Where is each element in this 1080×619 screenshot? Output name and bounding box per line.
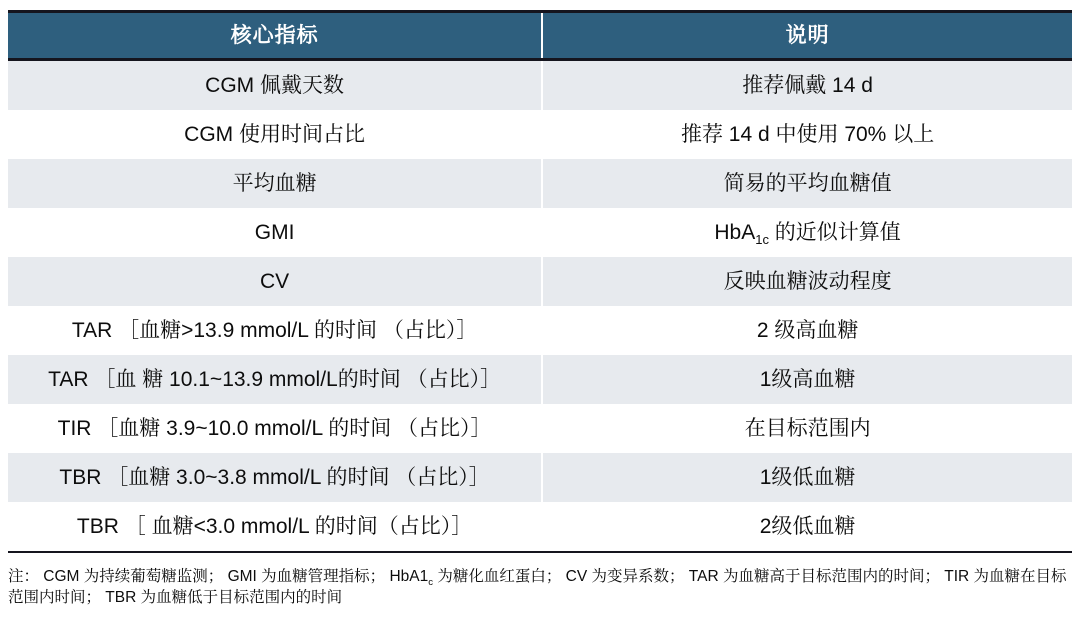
description-cell <box>543 208 1072 257</box>
header-description: 说明 <box>785 24 830 47</box>
footnote-text: 注： CGM 为持续葡萄糖监测； GMI 为血糖管理指标； HbA1 <box>8 568 429 585</box>
indicator-cell: TAR ［血糖>13.9 mmol/L 的时间 （占比）］ <box>8 306 543 355</box>
table-row <box>8 159 1072 208</box>
indicator-cell: CGM 佩戴天数 <box>8 61 543 110</box>
table-row <box>8 61 1072 110</box>
description-cell: 1级高血糖 <box>759 368 856 391</box>
indicator-cell: GMI <box>8 208 543 257</box>
indicator-cell: 平均血糖 <box>8 159 543 208</box>
table-row <box>8 404 1072 453</box>
subscript-text: 1c <box>755 232 769 248</box>
table-row <box>8 453 1072 502</box>
table-footnote <box>8 566 1072 608</box>
description-cell: 简易的平均血糖值 <box>723 172 892 195</box>
indicator-cell: CGM 使用时间占比 <box>8 110 543 159</box>
description-text: HbA <box>714 221 756 244</box>
table-row <box>8 208 1072 257</box>
cgm-metrics-table <box>8 10 1072 553</box>
indicator-cell: TBR ［ 血糖<3.0 mmol/L 的时间（占比）］ <box>8 502 543 551</box>
footnote-text: 为糖化血红蛋白； CV 为变异系数； TAR 为血糖高于目标范围内的时间； TIR 为血糖在目标范围内时间； TBR 为血糖低于目标范围内的时间 <box>8 568 1067 606</box>
description-cell: 反映血糖波动程度 <box>723 270 892 293</box>
table-body <box>8 61 1072 551</box>
table-row <box>8 355 1072 404</box>
table-header-row <box>8 13 1072 61</box>
description-cell: 2级低血糖 <box>759 515 856 538</box>
subscript-text: c <box>428 577 434 589</box>
indicator-cell: TIR ［血糖 3.9~10.0 mmol/L 的时间 （占比）］ <box>8 404 543 453</box>
header-core-indicator: 核心指标 <box>8 13 543 58</box>
description-cell: 2 级高血糖 <box>756 319 859 342</box>
table-row <box>8 110 1072 159</box>
table-row <box>8 257 1072 306</box>
description-text: 的近似计算值 <box>768 221 901 244</box>
indicator-cell: CV <box>8 257 543 306</box>
description-cell: 推荐 14 d 中使用 70% 以上 <box>680 123 935 146</box>
description-cell: 推荐佩戴 14 d <box>742 74 873 97</box>
table-row <box>8 502 1072 551</box>
indicator-cell: TBR ［血糖 3.0~3.8 mmol/L 的时间 （占比）］ <box>8 453 543 502</box>
description-cell: 在目标范围内 <box>744 417 871 440</box>
table-row <box>8 306 1072 355</box>
description-cell: 1级低血糖 <box>759 466 856 489</box>
indicator-cell: TAR ［血 糖 10.1~13.9 mmol/L的时间 （占比）］ <box>8 355 543 404</box>
